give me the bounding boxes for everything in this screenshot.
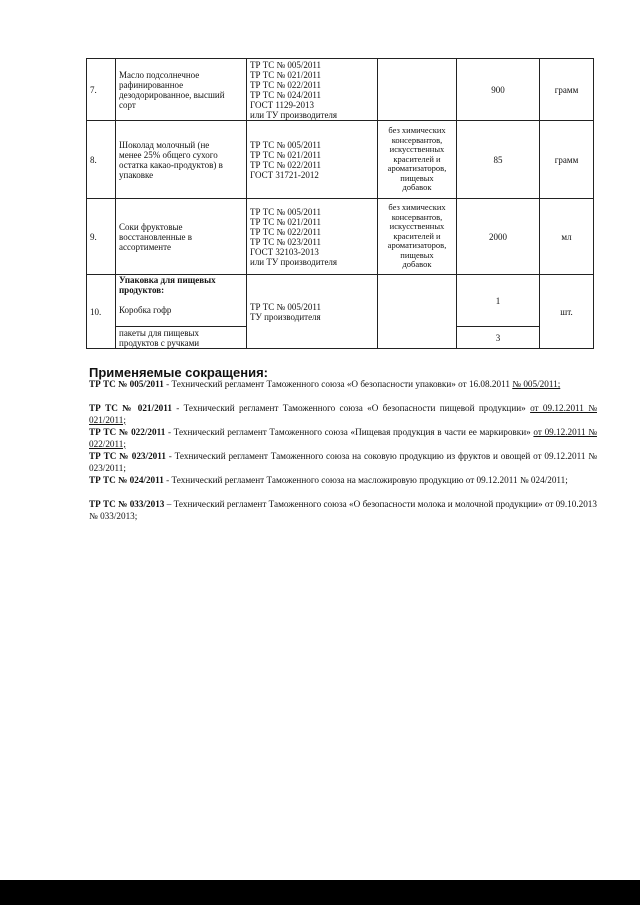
requirements-note-line: добавок (402, 259, 432, 270)
abbreviation-date: от 09.12.2011 № 022/2011; (89, 427, 598, 449)
abbreviation-text: – Технический регламент Таможенного союза «О безопасности молока и молочной продукции» от 09.10.2013 № 033/2013; (89, 499, 597, 521)
abbreviation-text: - Технический регламент Таможенного союза на соковую продукцию из фруктов и овощей от 09.12.2011 № 023/2011; (89, 451, 598, 473)
regulations-line: ГОСТ 32103-2013 (250, 246, 319, 257)
regulations-line: ТР ТС № 021/2011 (250, 216, 322, 227)
regulations-line: ТУ производителя (250, 311, 321, 322)
abbreviation-date: от 09.12.2011 № 021/2011; (89, 403, 597, 425)
abbreviation-code: ТР ТС № 005/2011 (89, 379, 164, 389)
requirements-note-line: добавок (402, 182, 432, 193)
regulations-line: ГОСТ 31721-2012 (250, 169, 319, 180)
product-name-line: ассортименте (119, 241, 172, 252)
requirements-note-line: искусственных (389, 144, 445, 155)
regulations-line: ТР ТС № 021/2011 (250, 149, 322, 160)
product-name-line: дезодорированное, высший (119, 89, 225, 100)
quantity: 900 (457, 59, 540, 121)
packaging-item-line: продуктов с ручками (119, 337, 200, 348)
abbreviation-code: ТР ТС № 024/2011 (89, 475, 164, 485)
table-row (87, 275, 594, 327)
requirements-note (378, 199, 457, 275)
quantity: 1 (457, 275, 540, 327)
regulations-line: ТР ТС № 005/2011 (250, 301, 322, 312)
requirements-note-line: без химических (388, 202, 446, 213)
quantity: 2000 (457, 199, 540, 275)
product-name-line: менее 25% общего сухого (119, 149, 218, 160)
regulations-line: ТР ТС № 022/2011 (250, 226, 322, 237)
row-number: 10. (87, 275, 116, 349)
table-row (87, 199, 594, 275)
scan-bottom-border (0, 880, 640, 905)
abbreviation-date: № 005/2011; (512, 379, 561, 389)
abbreviation-item (89, 379, 597, 391)
requirements-note (378, 275, 457, 349)
product-name-line: рафинированное (119, 79, 184, 90)
regulations (247, 275, 378, 349)
requirements-note-line: без химических (388, 125, 446, 136)
product-name-line: Шоколад молочный (не (119, 139, 210, 150)
requirements-note-line: красителей и (393, 230, 441, 241)
requirements-note (378, 121, 457, 199)
quantity: 85 (457, 121, 540, 199)
requirements-note-line: искусственных (389, 221, 445, 232)
regulations (247, 199, 378, 275)
product-name-line: Соки фруктовые (119, 221, 183, 232)
product-name (116, 199, 247, 275)
packaging-item-line: пакеты для пищевых (119, 327, 199, 338)
product-name-line: остатка какао-продуктов) в (119, 159, 223, 170)
table-row (87, 121, 594, 199)
abbreviation-item (89, 475, 597, 487)
requirements-note-line: красителей и (393, 153, 441, 164)
product-name (116, 59, 247, 121)
abbreviation-item (89, 403, 597, 426)
unit: грамм (540, 121, 594, 199)
requirements-note-line: консервантов, (391, 211, 443, 222)
product-name-line: восстановленные в (119, 231, 193, 242)
regulations-line: ТР ТС № 024/2011 (250, 89, 322, 100)
product-name (116, 121, 247, 199)
abbreviation-code: ТР ТС № 033/2013 (89, 499, 165, 509)
regulations-line: ТР ТС № 022/2011 (250, 79, 322, 90)
unit: грамм (540, 59, 594, 121)
regulations-line: ТР ТС № 023/2011 (250, 236, 322, 247)
regulations (247, 121, 378, 199)
requirements-note (378, 59, 457, 121)
packaging-cell (116, 275, 247, 327)
table-row (87, 59, 594, 121)
abbreviation-text: - Технический регламент Таможенного союза на масложировую продукцию от 09.12.2011 № 024/2011; (163, 475, 568, 485)
unit: мл (540, 199, 594, 275)
abbreviation-item (89, 451, 597, 474)
requirements-note-line: пищевых (400, 172, 434, 183)
abbreviation-code: ТР ТС № 023/2011 (89, 451, 166, 461)
row-number: 9. (87, 199, 116, 275)
regulations-line: ТР ТС № 005/2011 (250, 59, 322, 70)
abbreviation-code: ТР ТС № 022/2011 (89, 427, 166, 437)
regulations (247, 59, 378, 121)
requirements-note-line: консервантов, (391, 134, 443, 145)
requirements-note-line: ароматизаторов, (387, 163, 447, 174)
regulations-line: или ТУ производителя (250, 256, 338, 267)
regulations-line: или ТУ производителя (250, 109, 338, 120)
abbreviation-code: ТР ТС № 021/2011 (89, 403, 172, 413)
row-number: 8. (87, 121, 116, 199)
product-name-line: упаковке (119, 169, 154, 180)
products-table (86, 58, 594, 349)
regulations-line: ГОСТ 1129-2013 (250, 99, 315, 110)
regulations-line: ТР ТС № 005/2011 (250, 206, 322, 217)
packaging-header-line: Упаковка для пищевых (119, 275, 216, 285)
packaging-item (116, 327, 247, 349)
abbreviations-title: Применяемые сокращения: (89, 365, 268, 380)
abbreviation-text: - Технический регламент Таможенного союза «О безопасности пищевой продукции» (171, 403, 531, 413)
unit: шт. (540, 275, 594, 349)
abbreviation-text: - Технический регламент Таможенного союза «О безопасности упаковки» от 16.08.2011 (163, 379, 513, 389)
abbreviation-item (89, 499, 597, 522)
packaging-header-line: продуктов: (119, 285, 165, 295)
product-name-line: Масло подсолнечное (119, 69, 200, 80)
packaging-item: Коробка гофр (119, 305, 172, 315)
row-number: 7. (87, 59, 116, 121)
abbreviation-item (89, 427, 597, 450)
regulations-line: ТР ТС № 021/2011 (250, 69, 322, 80)
abbreviation-text: - Технический регламент Таможенного союза «Пищевая продукция в части ее маркировки» (165, 427, 534, 437)
product-name-line: сорт (119, 99, 136, 110)
quantity: 3 (457, 327, 540, 349)
regulations-line: ТР ТС № 022/2011 (250, 159, 322, 170)
requirements-note-line: ароматизаторов, (387, 240, 447, 251)
regulations-line: ТР ТС № 005/2011 (250, 139, 322, 150)
requirements-note-line: пищевых (400, 249, 434, 260)
